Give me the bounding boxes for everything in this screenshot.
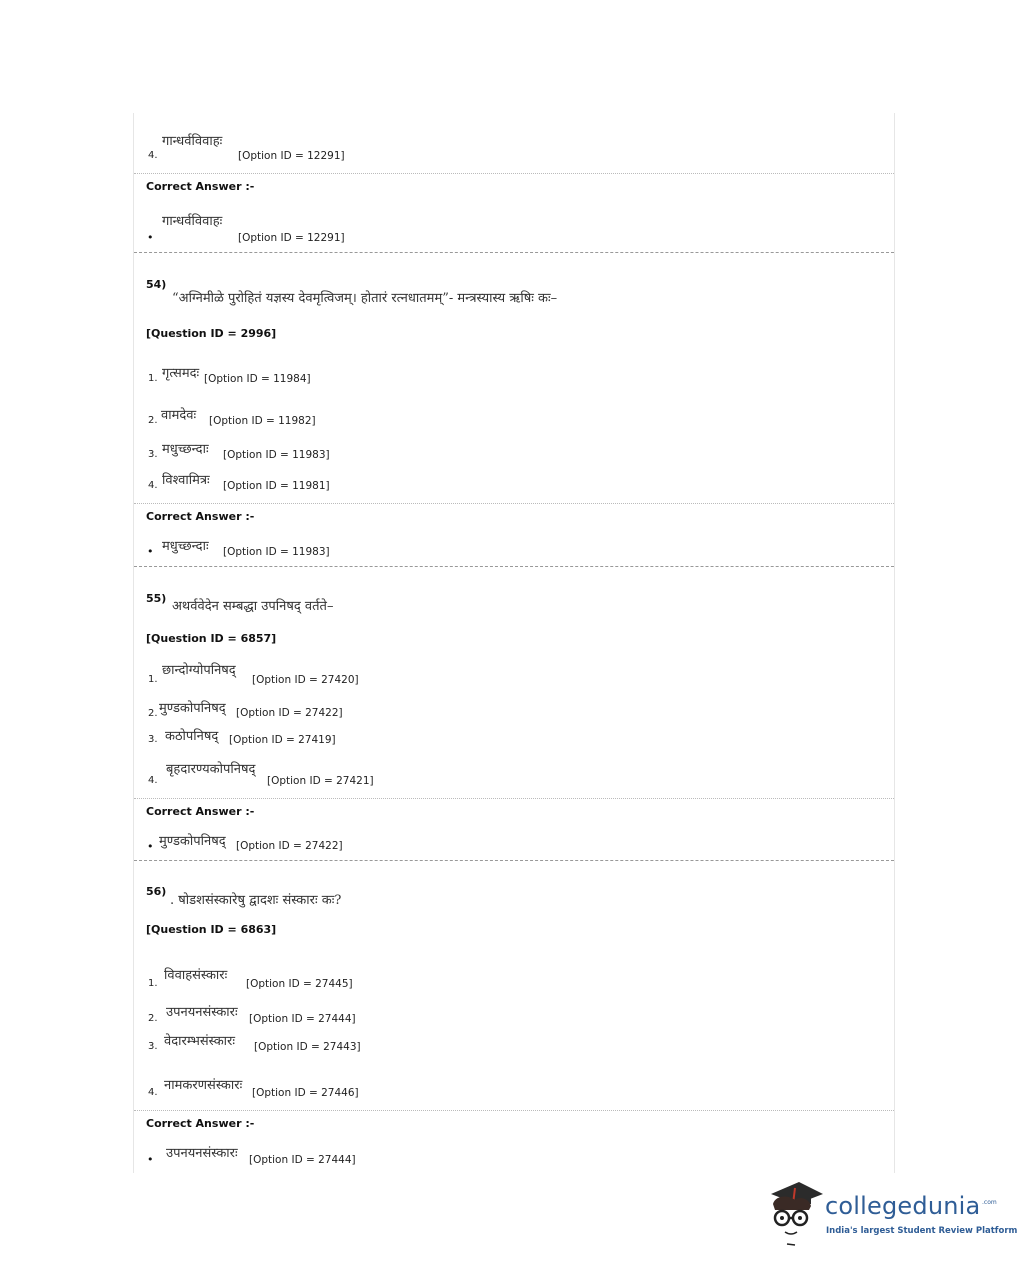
option-number: 2. — [148, 415, 158, 426]
option-number: 4. — [148, 1087, 158, 1098]
question-text: . षोडशसंस्कारेषु द्वादशः संस्कारः कः? — [170, 893, 342, 908]
option-id: [Option ID = 11982] — [209, 415, 316, 427]
bullet: • — [147, 1153, 154, 1166]
option-number: 1. — [148, 674, 158, 685]
option-text: विश्वामित्रः — [162, 473, 210, 488]
option-id: [Option ID = 11984] — [204, 373, 311, 385]
correct-answer-text: मधुच्छन्दाः — [162, 539, 209, 554]
option-number: 3. — [148, 734, 158, 745]
question-id: [Question ID = 2996] — [146, 327, 277, 340]
option-number: 1. — [148, 373, 158, 384]
bullet: • — [147, 231, 154, 244]
brand-tagline: India's largest Student Review Platform — [826, 1226, 1018, 1236]
option-id: [Option ID = 27422] — [236, 707, 343, 719]
divider — [134, 503, 894, 504]
option-text: वेदारम्भसंस्कारः — [164, 1034, 235, 1049]
question-id: [Question ID = 6863] — [146, 923, 277, 936]
option-number: 4. — [148, 480, 158, 491]
option-id: [Option ID = 27446] — [252, 1087, 359, 1099]
option-id: [Option ID = 27445] — [246, 978, 353, 990]
option-number: 2. — [148, 1013, 158, 1024]
option-id: [Option ID = 27419] — [229, 734, 336, 746]
option-4-id: [Option ID = 12291] — [238, 150, 345, 162]
question-text: “अग्निमीळे पुरोहितं यज्ञस्य देवमृत्विजम्। होतारं रत्नधातमम्”- मन्त्रस्यास्य ऋषिः कः– — [172, 291, 558, 306]
brand-domain: .com — [982, 1199, 997, 1206]
correct-answer-label: Correct Answer :- — [146, 1117, 255, 1130]
correct-answer-id: [Option ID = 12291] — [238, 232, 345, 244]
option-id: [Option ID = 27421] — [267, 775, 374, 787]
correct-answer-id: [Option ID = 11983] — [223, 546, 330, 558]
option-text: मधुच्छन्दाः — [162, 442, 209, 457]
question-separator — [134, 566, 894, 567]
option-text: मुण्डकोपनिषद् — [159, 701, 226, 716]
question-text: अथर्ववेदेन सम्बद्धा उपनिषद् वर्तते– — [172, 599, 334, 614]
option-id: [Option ID = 27444] — [249, 1013, 356, 1025]
correct-answer-id: [Option ID = 27444] — [249, 1154, 356, 1166]
divider — [134, 173, 894, 174]
divider — [134, 1110, 894, 1111]
correct-answer-label: Correct Answer :- — [146, 180, 255, 193]
correct-answer-text: गान्धर्वविवाहः — [162, 214, 223, 229]
option-number: 3. — [148, 1041, 158, 1052]
question-number: 55) — [146, 592, 167, 605]
option-id: [Option ID = 27443] — [254, 1041, 361, 1053]
option-text: कठोपनिषद् — [165, 729, 219, 744]
mascot-icon — [765, 1178, 825, 1248]
correct-answer-text: मुण्डकोपनिषद् — [159, 834, 226, 849]
bullet: • — [147, 840, 154, 853]
option-id: [Option ID = 27420] — [252, 674, 359, 686]
option-number: 1. — [148, 978, 158, 989]
correct-answer-label: Correct Answer :- — [146, 510, 255, 523]
correct-answer-id: [Option ID = 27422] — [236, 840, 343, 852]
question-number: 56) — [146, 885, 167, 898]
brand-name: collegedunia — [825, 1192, 981, 1220]
option-text: बृहदारण्यकोपनिषद् — [166, 762, 256, 777]
option-id: [Option ID = 11981] — [223, 480, 330, 492]
option-4-text: गान्धर्वविवाहः — [162, 134, 223, 149]
option-text: छान्दोग्योपनिषद् — [162, 663, 236, 678]
option-4-number: 4. — [148, 150, 158, 161]
bullet: • — [147, 545, 154, 558]
option-text: विवाहसंस्कारः — [164, 968, 228, 983]
option-id: [Option ID = 11983] — [223, 449, 330, 461]
option-text: वामदेवः — [161, 408, 197, 423]
divider — [134, 798, 894, 799]
question-separator — [134, 860, 894, 861]
option-number: 2. — [148, 708, 158, 719]
option-text: नामकरणसंस्कारः — [164, 1078, 243, 1093]
option-number: 4. — [148, 775, 158, 786]
correct-answer-text: उपनयनसंस्कारः — [166, 1146, 238, 1161]
question-separator — [134, 252, 894, 253]
question-id: [Question ID = 6857] — [146, 632, 277, 645]
question-number: 54) — [146, 278, 167, 291]
option-text: गृत्समदः — [162, 366, 200, 381]
option-number: 3. — [148, 449, 158, 460]
question-paper-page — [133, 113, 895, 1173]
option-text: उपनयनसंस्कारः — [166, 1005, 238, 1020]
correct-answer-label: Correct Answer :- — [146, 805, 255, 818]
